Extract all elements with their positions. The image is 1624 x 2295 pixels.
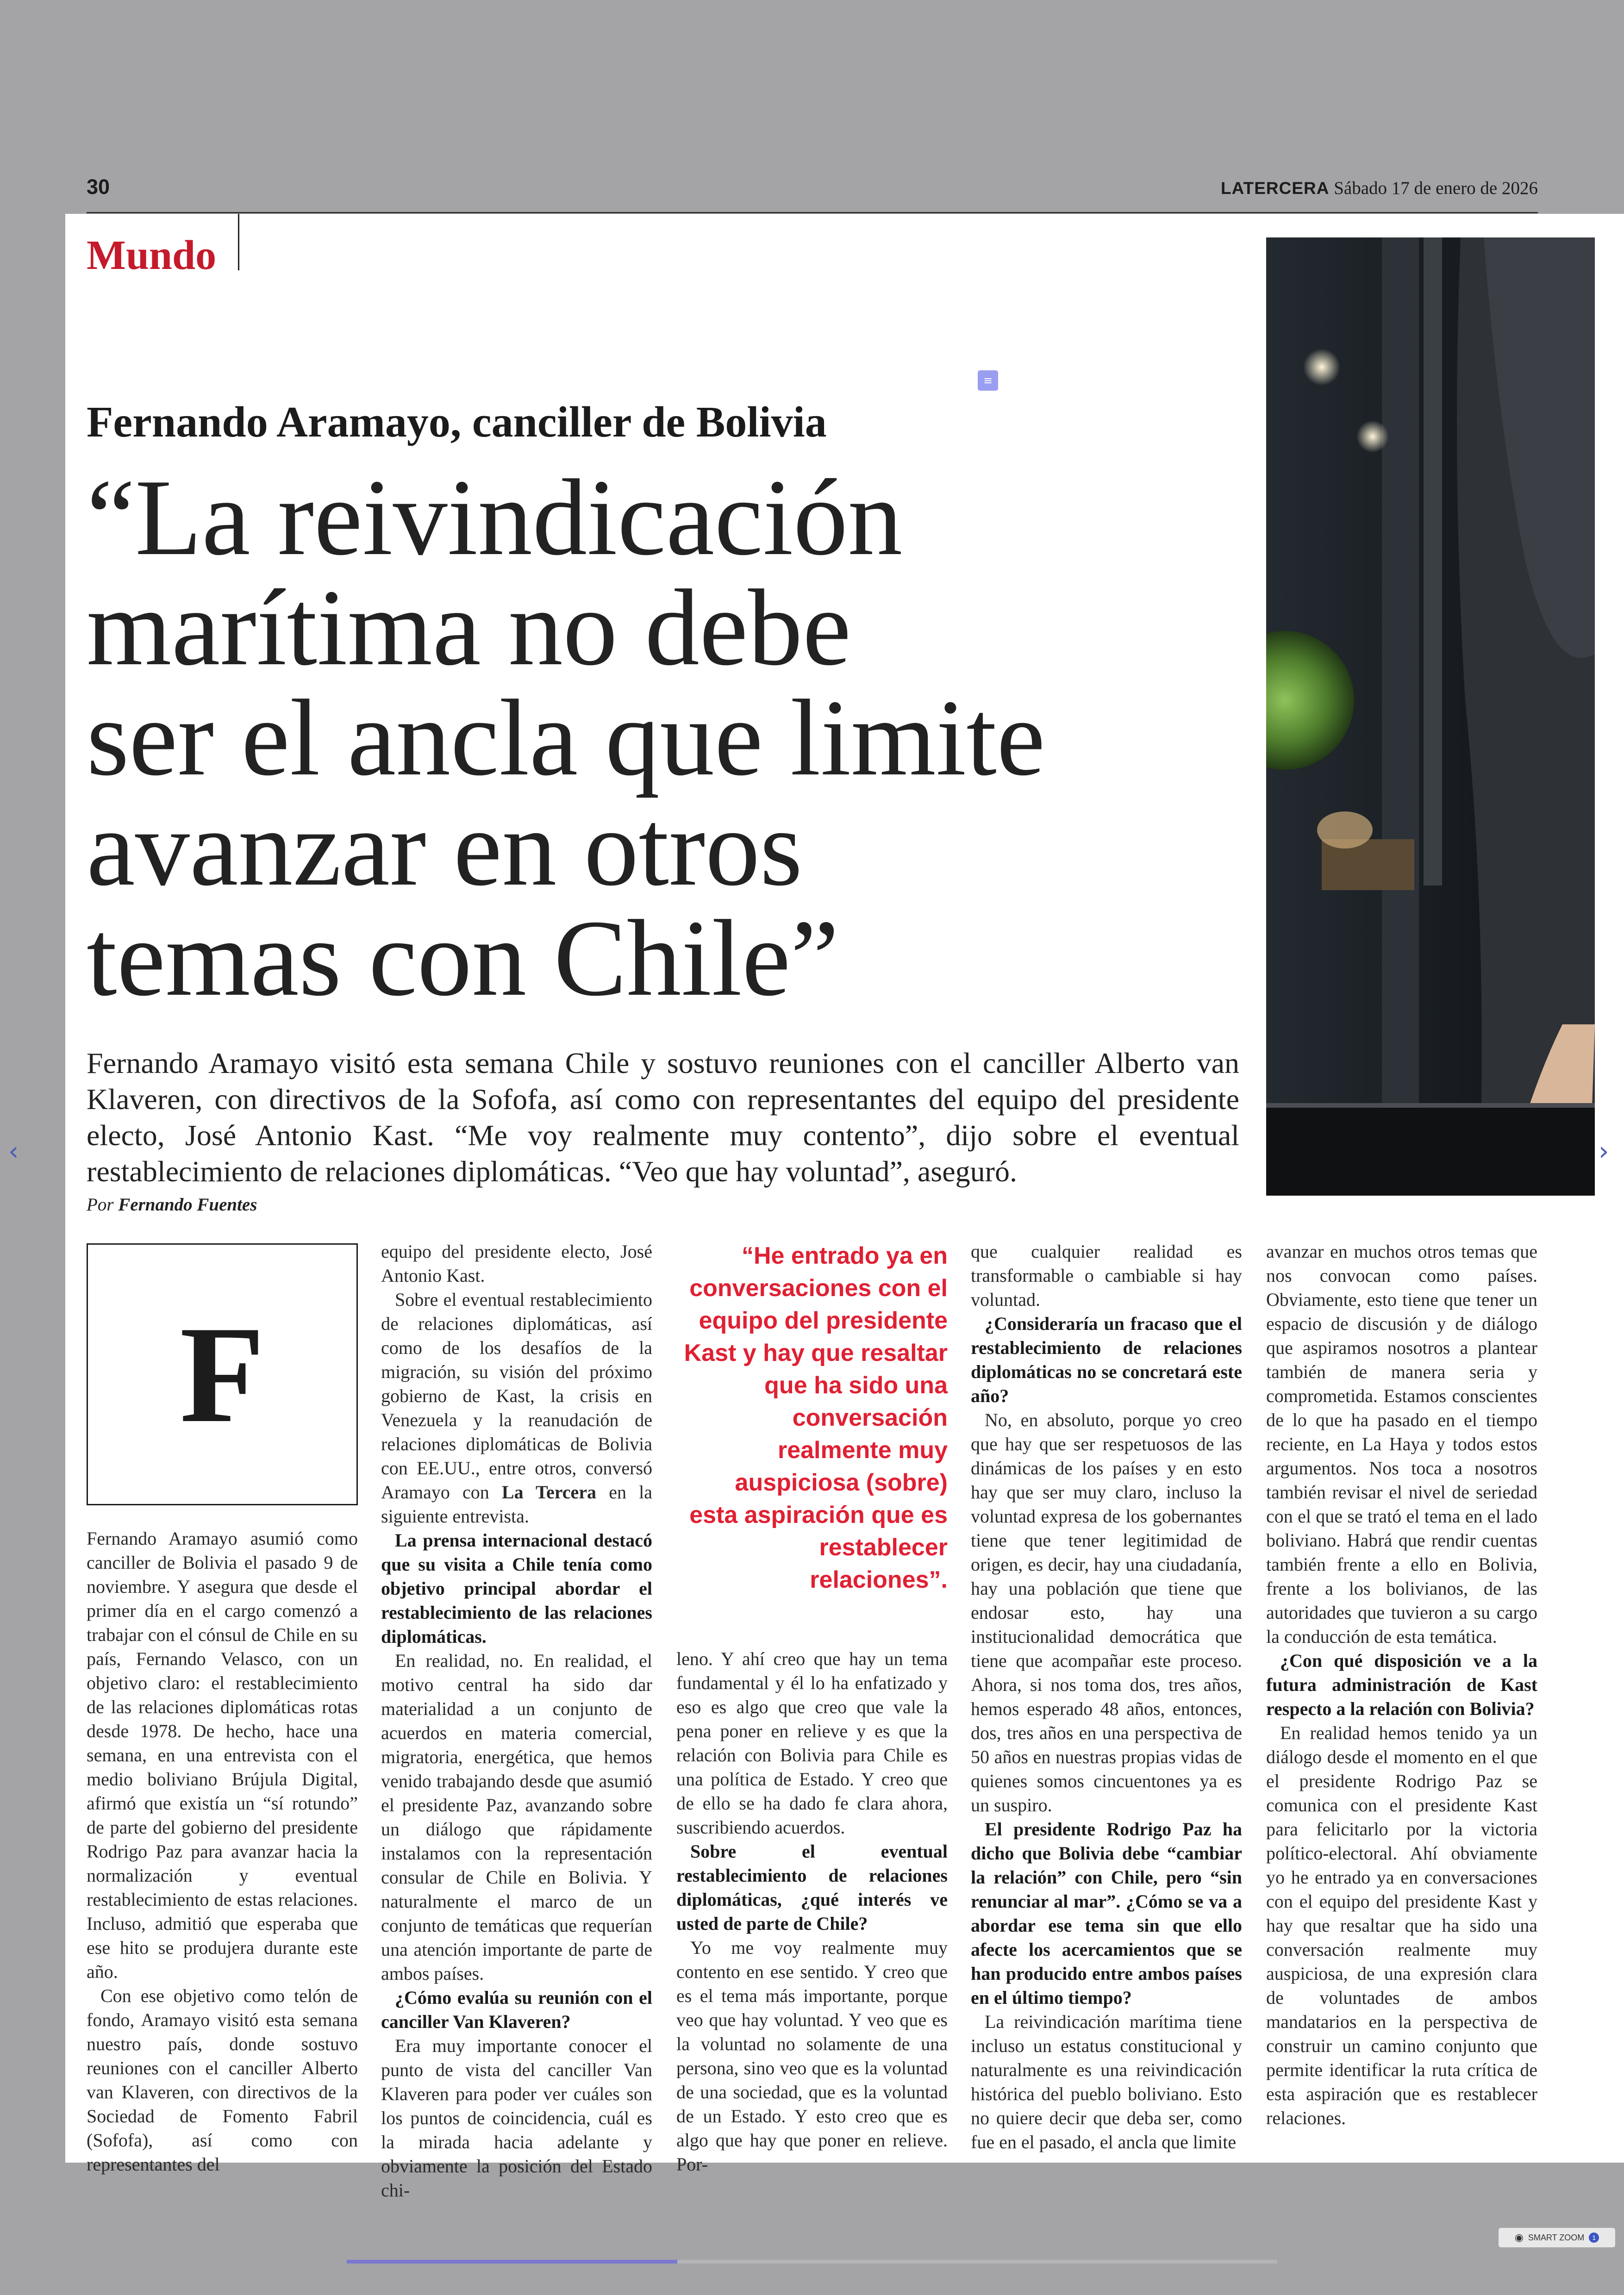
brand-name: LATERCERA [1221, 179, 1330, 198]
dropcap: F [180, 1297, 265, 1451]
interview-answer: Yo me voy realmente muy contento en ese sentido. Y creo que es el tema más importante, porque veo que hay voluntad. Y veo que es la voluntad no solamente de una persona, sino veo que es la voluntad de una sociedad, que es la voluntad de un Estado. Y esto creo que es algo que hay que poner en relieve. Por- [676, 1937, 948, 2175]
interview-question: El presidente Rodrigo Paz ha dicho que Bolivia debe “cambiar la relación” con Chile, pero “sin renunciar al mar”. ¿Cómo se va a abordar ese tema sin que ello afecte los acercamientos que se han producido entre ambos países en el último tiempo? [971, 1819, 1242, 2008]
masthead [1221, 178, 1538, 199]
byline-prefix: Por [87, 1195, 114, 1215]
page-header [87, 172, 1538, 214]
interview-question: La prensa internacional destacó que su visita a Chile tenía como objetivo principal abordar el restablecimiento de las relaciones diplomáticas. [381, 1530, 652, 1647]
byline [87, 1194, 257, 1215]
publication-name: La Tercera [501, 1482, 597, 1503]
paragraph: equipo del presidente electo, José Antonio Kast. [381, 1241, 652, 1286]
page-number: 30 [87, 175, 110, 199]
interview-question: ¿Cómo evalúa su reunión con el canciller Van Klaveren? [381, 1987, 652, 2032]
article-column-4 [971, 1240, 1242, 2154]
portrait-photo-art [1266, 237, 1595, 1196]
comment-icon[interactable]: ≡ [978, 370, 998, 391]
interview-answer: Era muy importante conocer el punto de vista del canciller Van Klaveren para poder ver cuáles son los puntos de coincidencia, cuál es la mirada hacia adelante y obviamente la posición del Estado chi- [381, 2035, 652, 2201]
article-column-1 [87, 1527, 358, 2177]
article-column-3 [676, 1647, 948, 2177]
headline-line: ser el ancla que limite [87, 678, 1045, 798]
kicker: Fernando Aramayo, canciller de Bolivia [87, 398, 827, 446]
paragraph: avanzar en muchos otros temas que nos convocan como países. Obviamente, esto tiene que tener un espacio de discusión y de diálogo que aspiramos nosotros a plantear también de manera seria y comprometida. Estamos conscientes de lo que ha pasado en el tiempo reciente, en La Haya y todos estos argumentos. Nos toca a nosotros también revisar el nivel de seriedad con el que se trató el tema en el lado boliviano. Habrá que rendir cuentas también frente a ello en Bolivia, frente a los bolivianos, de las autoridades que tuvieron a su cargo la conducción de esta temática. [1266, 1241, 1537, 1647]
headline-line: temas con Chile” [87, 898, 839, 1019]
deck: Fernando Aramayo visitó esta semana Chile y sostuvo reuniones con el canciller Alberto van Klaveren, con directivos de la Sofofa, así como con representantes del equipo del presidente electo, José Antonio Kast. “Me voy realmente muy contento”, dijo sobre el eventual restablecimiento de relaciones diplomáticas. “Veo que hay voluntad”, aseguró. [87, 1047, 1239, 1188]
paragraph: leno. Y ahí creo que hay un tema fundamental y él lo ha enfatizado y eso es algo que creo que vale la pena poner en relieve y es que la relación con Bolivia para Chile es una política de Estado. Y creo que de ello se ha dado fe clara ahora, suscribiendo acuerdos. [676, 1648, 948, 1838]
interview-answer: En realidad, no. En realidad, el motivo central ha sido dar materialidad a un conjunto de acuerdos en materia comercial, migratoria, energética, que hemos venido trabajando desde que asumió el presidente Paz, avanzando sobre un diálogo que rápidamente instalamos con la representación consular de Chile en Bolivia. Y naturalmente el marco de un conjunto de temáticas que requerían una atención importante de parte de ambos países. [381, 1650, 652, 1984]
paragraph-text: en la siguiente entrevista. [381, 1482, 652, 1527]
headline-line: marítima no debe [87, 568, 851, 688]
paragraph: que cualquier realidad es transformable o cambiable si hay voluntad. [971, 1241, 1242, 1310]
paragraph: Con ese objetivo como telón de fondo, Aramayo visitó esta semana nuestro país, donde sostuvo reuniones con el canciller Alberto van Klaveren, con directivos de la Sociedad de Fomento Fabril (Sofofa), así como con representantes del [87, 1985, 358, 2175]
header-rule [87, 212, 1538, 213]
page-progress-fill [347, 2260, 677, 2264]
portrait-photo [1266, 237, 1595, 1196]
article-column-2 [381, 1240, 652, 2202]
prev-page-arrow-icon[interactable]: ‹ [8, 1136, 19, 1166]
smart-zoom-label: SMART ZOOM [1528, 2233, 1585, 2242]
article-column-5 [1266, 1240, 1537, 2130]
headline-line: “La reivindicación [87, 457, 903, 578]
pull-quote: “He entrado ya en conversaciones con el equipo del presidente Kast y hay que resaltar que ha sido una conversación realmente muy auspiciosa (sobre) esta aspiración que es restablecer relaciones”. [684, 1242, 948, 1593]
paragraph-text: Sobre el eventual restablecimiento de relaciones diplomáticas, así como de los desafíos de la migración, su visión del próximo gobierno de Kast, la crisis en Venezuela y la reanudación de relaciones diplomáticas de Bolivia con EE.UU., entre otros, conversó Aramayo con [381, 1289, 652, 1503]
section-divider [238, 214, 239, 270]
paragraph: Fernando Aramayo asumió como canciller de Bolivia el pasado 9 de noviembre. Y asegura que desde el primer día en el cargo comenzó a trabajar con el cónsul de Chile en su país, Fernando Velasco, con un objetivo claro: el restablecimiento de las relaciones diplomáticas rotas desde 1978. De hecho, hace una semana, en una entrevista con el medio boliviano Brújula Digital, afirmó que existía un “sí rotundo” de parte del gobierno del presidente Rodrigo Paz para avanzar hacia la normalización y eventual restablecimiento de estas relaciones. Incluso, admitió que esperaba que ese hito se produjera durante este año. [87, 1528, 358, 1982]
headline [87, 457, 1198, 1019]
interview-question: ¿Consideraría un fracaso que el restablecimiento de relaciones diplomáticas no se concretará este año? [971, 1313, 1242, 1406]
next-page-arrow-icon[interactable]: › [1599, 1136, 1609, 1166]
interview-question: Sobre el eventual restablecimiento de relaciones diplomáticas, ¿qué interés ve usted de parte de Chile? [676, 1841, 948, 1934]
interview-question: ¿Con qué disposición ve a la futura administración de Kast respecto a la relación con Bolivia? [1266, 1650, 1537, 1719]
page-progress-bar[interactable] [347, 2260, 1277, 2264]
issue-date: Sábado 17 de enero de 2026 [1334, 178, 1538, 198]
section-label: Mundo [87, 232, 217, 278]
headline-line: avanzar en otros [87, 788, 803, 909]
smart-zoom-count: 1 [1589, 2233, 1599, 2243]
interview-answer: En realidad hemos tenido ya un diálogo desde el momento en el que el presidente Rodrigo Paz se comunica con el presidente Kast para felicitarlo por la victoria político-electoral. Ahí obviamente yo he entrado ya en conversaciones con el equipo del presidente Kast y hay que resaltar que ha sido una conversación realmente muy auspiciosa, de una expresión clara de voluntades de ambos mandatarios en la perspectiva de construir un camino conjunto que permite identificar la ruta crítica de esta aspiración que es restablecer relaciones. [1266, 1722, 1537, 2128]
byline-author: Fernando Fuentes [118, 1195, 257, 1215]
smart-zoom-button[interactable] [1499, 2228, 1615, 2247]
interview-answer: No, en absoluto, porque yo creo que hay que ser respetuosos de las dinámicas de los países y en esto hay que ser muy claro, incluso la voluntad expresa de los gobernantes tiene que tener legitimidad de origen, es decir, hay una ciudadanía, hay una población que tiene que endosar esto, hay una institucionalidad democrática que tiene que acompañar este proceso. Ahora, si nos toma dos, tres años, hemos esperado 48 años, entonces, dos, tres años en una perspectiva de 50 años en nuestras propias vidas de quienes somos cincuentones ya es un suspiro. [971, 1409, 1242, 1815]
paragraph [381, 1288, 652, 1528]
dropcap-box [87, 1243, 358, 1505]
interview-answer: La reivindicación marítima tiene incluso un estatus constitucional y naturalmente es una reivindicación histórica del pueblo boliviano. Esto no quiere decir que deba ser, como fue en el pasado, el ancla que limite [971, 2011, 1242, 2152]
eye-icon: ◉ [1514, 2232, 1524, 2244]
